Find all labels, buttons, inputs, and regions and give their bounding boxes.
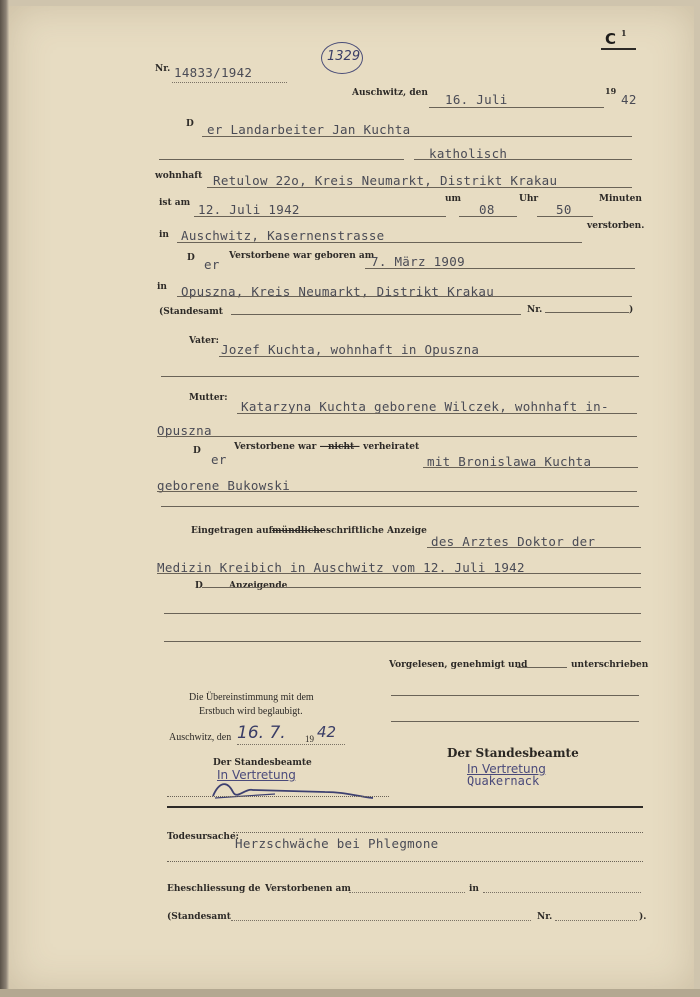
nr-line — [172, 82, 287, 83]
cause-line — [167, 861, 643, 862]
death-place-line — [177, 242, 582, 243]
close2: ). — [639, 912, 647, 922]
hour-line — [459, 216, 517, 217]
nr-label: Nr. — [155, 64, 171, 74]
born-label: Verstorbene war geboren am — [229, 251, 375, 261]
blank-line-2 — [164, 641, 641, 642]
mother-label: Mutter: — [189, 393, 228, 403]
document-page — [9, 6, 694, 991]
certification-date-line — [237, 744, 345, 745]
spouse-line-b — [157, 491, 637, 492]
married-label-b: — verheiratet — [351, 442, 420, 452]
page-letter: C — [605, 30, 617, 48]
deceased-name: er Landarbeiter Jan Kuchta — [207, 122, 411, 137]
marriage-date-line — [349, 892, 465, 893]
certification-year-prefix: 19 — [305, 734, 314, 744]
marriage-in-label: in — [469, 884, 479, 894]
page-letter-underline — [601, 48, 636, 50]
married-label-a: Verstorbene war — — [234, 442, 329, 452]
certification-place: Auschwitz, den — [169, 732, 232, 743]
verstorben-label: verstorben. — [587, 221, 645, 231]
salutation-d: D — [186, 119, 194, 129]
death-place: Auschwitz, Kasernenstrasse — [181, 228, 385, 243]
section-divider — [167, 806, 643, 808]
right-stamp-vertretung: In Vertretung — [467, 762, 546, 776]
nr3-line — [555, 920, 637, 921]
salutation-er-2: er — [204, 257, 220, 272]
salutation-d-3: D — [193, 446, 201, 456]
father-label: Vater: — [189, 336, 219, 346]
standesamt-line — [231, 314, 521, 315]
vorgelesen-label: Vorgelesen, genehmigt und — [389, 660, 528, 670]
birth-place: Opuszna, Kreis Neumarkt, Distrikt Krakau — [181, 284, 495, 299]
entry-date: 16. Juli — [445, 92, 508, 107]
death-date-line — [194, 216, 446, 217]
birth-date: 7. März 1909 — [371, 254, 465, 269]
father-line — [219, 356, 639, 357]
mother-line — [237, 413, 637, 414]
birth-place-line — [177, 296, 632, 297]
left-signature-line — [167, 796, 389, 797]
standesamt2-line — [231, 920, 531, 921]
anzeigende-line — [202, 587, 641, 588]
marriage-label-b: Verstorbenen am — [265, 884, 351, 894]
residence-line — [207, 187, 632, 188]
minuten-label: Minuten — [599, 194, 642, 204]
signature-line-2 — [391, 721, 639, 722]
nr3-label: Nr. — [537, 912, 553, 922]
entry-date-line — [429, 107, 604, 108]
birth-date-line — [365, 268, 635, 269]
father: Jozef Kuchta, wohnhaft in Opuszna — [221, 342, 480, 357]
mother-line-b — [157, 436, 637, 437]
mother-line-2: Opuszna — [157, 423, 212, 438]
reporter-line-b — [157, 573, 641, 574]
certification-date-handwritten: 16. 7. — [237, 723, 286, 743]
blank-line-1 — [164, 613, 641, 614]
cause-line-top — [233, 832, 643, 833]
spouse-line-1: mit Bronislawa Kuchta — [427, 454, 592, 469]
spouse-line — [423, 467, 638, 468]
death-date: 12. Juli 1942 — [198, 202, 300, 217]
nr2-line — [545, 312, 629, 313]
certification-line-2: Erstbuch wird beglaubigt. — [199, 706, 303, 717]
standesamt-label: (Standesamt — [159, 307, 223, 317]
marriage-place-line — [483, 892, 641, 893]
right-stamp-name: Quakernack — [467, 774, 540, 788]
handwritten-number: 1329 — [327, 49, 361, 64]
married-nicht-struck: nicht — [328, 442, 355, 452]
cause-of-death: Herzschwäche bei Phlegmone — [235, 836, 439, 851]
place-label: Auschwitz, den — [352, 88, 428, 98]
close-paren: ) — [629, 305, 634, 315]
registered-label-b: schriftliche Anzeige — [326, 526, 427, 536]
minutes-line — [537, 216, 593, 217]
left-stamp-title: Der Standesbeamte — [213, 758, 312, 768]
in-label: in — [159, 230, 169, 240]
year-suffix: 42 — [621, 92, 637, 107]
deceased-line-2 — [159, 159, 404, 160]
um-label: um — [445, 194, 462, 204]
anzeigende-label: Anzeigende — [229, 581, 288, 591]
nr2-label: Nr. — [527, 305, 543, 315]
left-stamp-vertretung: In Vertretung — [217, 768, 296, 782]
vorgelesen-line — [517, 667, 567, 668]
deceased-line — [202, 136, 632, 137]
death-hour: 08 — [479, 202, 495, 217]
residence-label: wohnhaft — [155, 171, 203, 181]
reporter-line-2: Medizin Kreibich in Auschwitz vom 12. Juli 1942 — [157, 560, 525, 575]
marriage-label-a: Eheschliessung de — [167, 884, 261, 894]
father-line-2 — [161, 376, 639, 377]
register-number: 14833/1942 — [174, 65, 253, 80]
page-letter-superscript: 1 — [621, 28, 627, 38]
page-bottom-edge — [0, 989, 700, 997]
right-stamp-title: Der Standesbeamte — [447, 746, 579, 760]
salutation-d-2: D — [187, 253, 195, 263]
mother-line-1: Katarzyna Kuchta geborene Wilczek, wohnhaft in- — [241, 399, 609, 414]
spouse-line-c — [161, 506, 639, 507]
uhr-label: Uhr — [519, 194, 539, 204]
certification-line-1: Die Übereinstimmung mit dem — [189, 692, 314, 703]
residence: Retulow 22o, Kreis Neumarkt, Distrikt Krakau — [213, 173, 558, 188]
reporter-line — [427, 547, 641, 548]
year-prefix: 19 — [605, 86, 617, 96]
died-label: ist am — [159, 198, 191, 208]
religion-line — [414, 159, 632, 160]
certification-year-handwritten: 42 — [317, 723, 337, 741]
salutation-er-3: er — [211, 452, 227, 467]
registered-label-a: Eingetragen auf — [191, 526, 273, 536]
cause-label: Todesursache: — [167, 832, 240, 842]
registered-muendliche-struck: mündliche — [272, 526, 326, 536]
reporter-line-1: des Arztes Doktor der — [431, 534, 596, 549]
death-minutes: 50 — [556, 202, 572, 217]
in2-label: in — [157, 282, 167, 292]
unterschrieben-label: unterschrieben — [571, 660, 649, 670]
signature-line-1 — [391, 695, 639, 696]
salutation-d-4: D — [195, 581, 203, 591]
standesamt2-label: (Standesamt — [167, 912, 231, 922]
spouse-line-2: geborene Bukowski — [157, 478, 291, 493]
handwritten-signature-left — [205, 774, 385, 804]
religion: katholisch — [429, 146, 508, 161]
